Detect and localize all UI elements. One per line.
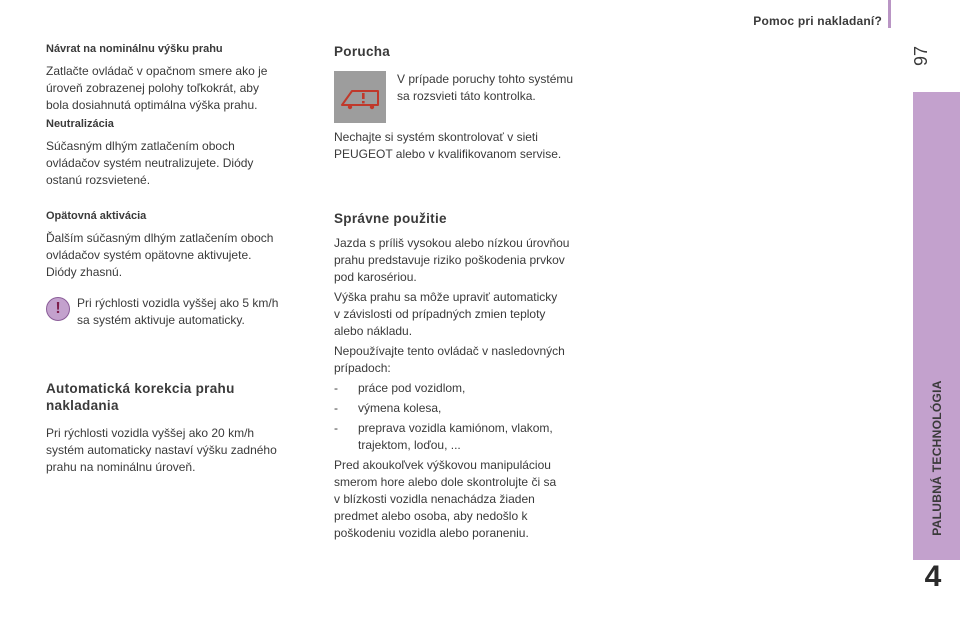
section-heading: Správne použitie (334, 211, 447, 226)
paragraph-line: prípadoch: (334, 361, 391, 375)
section-heading: nakladania (46, 398, 119, 413)
section-heading: Porucha (334, 44, 391, 59)
paragraph-line: bola dosiahnutá optimálna výška prahu. (46, 98, 258, 112)
section-heading: Návrat na nominálnu výšku prahu (46, 43, 223, 55)
paragraph-line: sa systém aktivuje automaticky. (77, 313, 245, 327)
section-heading: Neutralizácia (46, 118, 114, 130)
paragraph-line: pod karosériou. (334, 270, 417, 284)
manual-page: Pomoc pri nakladaní? 97 PALUBNÁ TECHNOLÓGIA 4 Návrat na nominálnu výšku prahu Zatlačte ovládač v opačnom smere ako je úroveň zobrazenej polohy toľkokrát, aby bola dosiahnutá optimálna výška prahu. Neutralizácia Súčasným dlhým zatlačením oboch ovládačov systém neutralizujete. Diódy ostanú rozsvietené. Opätovná aktivácia Ďalším súčasným dlhým zatlačením oboch ovládačov systém opätovne aktivujete. Diódy zhasnú. ! Pri rýchlosti vozidla vyššej ako 5 km/h sa systém aktivuje automaticky. Automatická korekcia prahu nakladania Pri rýchlosti vozidla vyššej ako 20 km/h systém automaticky nastaví výšku zadného prahu na nominálnu úroveň. Porucha V prípade poruchy tohto systému sa rozsvieti táto kontrolka. Nechajte si systém skontrolovať v sieti PEUGEOT alebo v kvalifikovanom servise. Správne použitie Jazda s príliš vysokou alebo nízkou úrovňou prahu predstavuje riziko poškodenia prvkov pod karosériou. Výška prahu sa môže upraviť automaticky v závislosti od prípadných zmien teploty alebo nákladu. Nepoužívajte tento ovládač v nasledovných prípadoch: - práce pod vozidlom, - výmena kolesa, - preprava vozidla kamiónom, vlakom, trajektom, loďou, ... Pred akoukoľvek výškovou manipuláciou smerom hore alebo dole skontrolujte či sa v blízkosti vozidla nenachádza žiaden predmet alebo osoba, aby nedošlo k poškodeniu vozidla alebo poraneniu. (0, 0, 960, 640)
chapter-number: 4 (924, 560, 942, 593)
paragraph-line: sa rozsvieti táto kontrolka. (397, 89, 536, 103)
load-sill-warning-lamp-icon (334, 71, 386, 123)
paragraph-line: prahu na nominálnu úroveň. (46, 460, 196, 474)
paragraph-line: Výška prahu sa môže upraviť automaticky (334, 290, 558, 304)
paragraph-line: systém automaticky nastaví výšku zadného (46, 443, 277, 457)
header-divider (888, 0, 891, 28)
fault-lamp-text (397, 71, 607, 105)
fault-service-text (334, 129, 610, 163)
section-neutralization (46, 117, 316, 189)
paragraph-line: Diódy zhasnú. (46, 265, 123, 279)
paragraph-line: Nechajte si systém skontrolovať v sieti (334, 130, 538, 144)
section-heading: Automatická korekcia prahu (46, 381, 235, 396)
paragraph-line: ovládačov systém opätovne aktivujete. (46, 248, 252, 262)
paragraph-line: smerom hore alebo dole skontrolujte či sa (334, 475, 557, 489)
paragraph-line: Pri rýchlosti vozidla vyššej ako 20 km/h (46, 426, 255, 440)
paragraph-line: v blízkosti vozidla nenachádza žiaden (334, 492, 535, 506)
paragraph-line: ovládačov systém neutralizujete. Diódy (46, 156, 254, 170)
usage-restriction-list (334, 380, 610, 454)
warning-exclamation-icon: ! (46, 297, 70, 321)
paragraph-line: Pred akoukoľvek výškovou manipuláciou (334, 458, 551, 472)
paragraph-line: ostanú rozsvietené. (46, 173, 151, 187)
paragraph-line: Zatlačte ovládač v opačnom smere ako je (46, 64, 268, 78)
paragraph-line: poškodeniu vozidla alebo poraneniu. (334, 526, 529, 540)
section-nominal-height (46, 42, 316, 114)
paragraph-line: Pri rýchlosti vozidla vyššej ako 5 km/h (77, 296, 279, 310)
fault-lamp-row (334, 71, 610, 125)
paragraph-line: PEUGEOT alebo v kvalifikovanom servise. (334, 147, 562, 161)
note-auto-activation (46, 295, 316, 335)
paragraph-line: alebo nákladu. (334, 324, 413, 338)
paragraph-line: úroveň zobrazenej polohy toľkokrát, aby (46, 81, 259, 95)
paragraph-line: v závislosti od prípadných zmien teploty (334, 307, 546, 321)
list-item: - práce pod vozidlom, (334, 381, 466, 395)
paragraph-line: Súčasným dlhým zatlačením oboch (46, 139, 235, 153)
paragraph-line: Ďalším súčasným dlhým zatlačením oboch (46, 231, 274, 245)
page-number: 97 (911, 45, 931, 67)
section-heading: Opätovná aktivácia (46, 210, 147, 222)
paragraph-line: Nepoužívajte tento ovládač v nasledovných (334, 344, 565, 358)
paragraph-line: prahu predstavuje riziko poškodenia prvkov (334, 253, 565, 267)
section-correct-usage (334, 210, 610, 542)
section-auto-correction (46, 380, 316, 476)
section-fault-heading (334, 43, 610, 60)
paragraph-line: Jazda s príliš vysokou alebo nízkou úrovňou (334, 236, 570, 250)
list-item: - preprava vozidla kamiónom, vlakom, trajektom, loďou, ... (334, 421, 553, 452)
paragraph-line: predmet alebo osoba, aby nedošlo k (334, 509, 528, 523)
section-reactivation (46, 209, 316, 281)
paragraph-line: V prípade poruchy tohto systému (397, 72, 574, 86)
list-item: - výmena kolesa, (334, 401, 442, 415)
note-text (77, 295, 317, 329)
page-header-title: Pomoc pri nakladaní? (753, 14, 882, 28)
